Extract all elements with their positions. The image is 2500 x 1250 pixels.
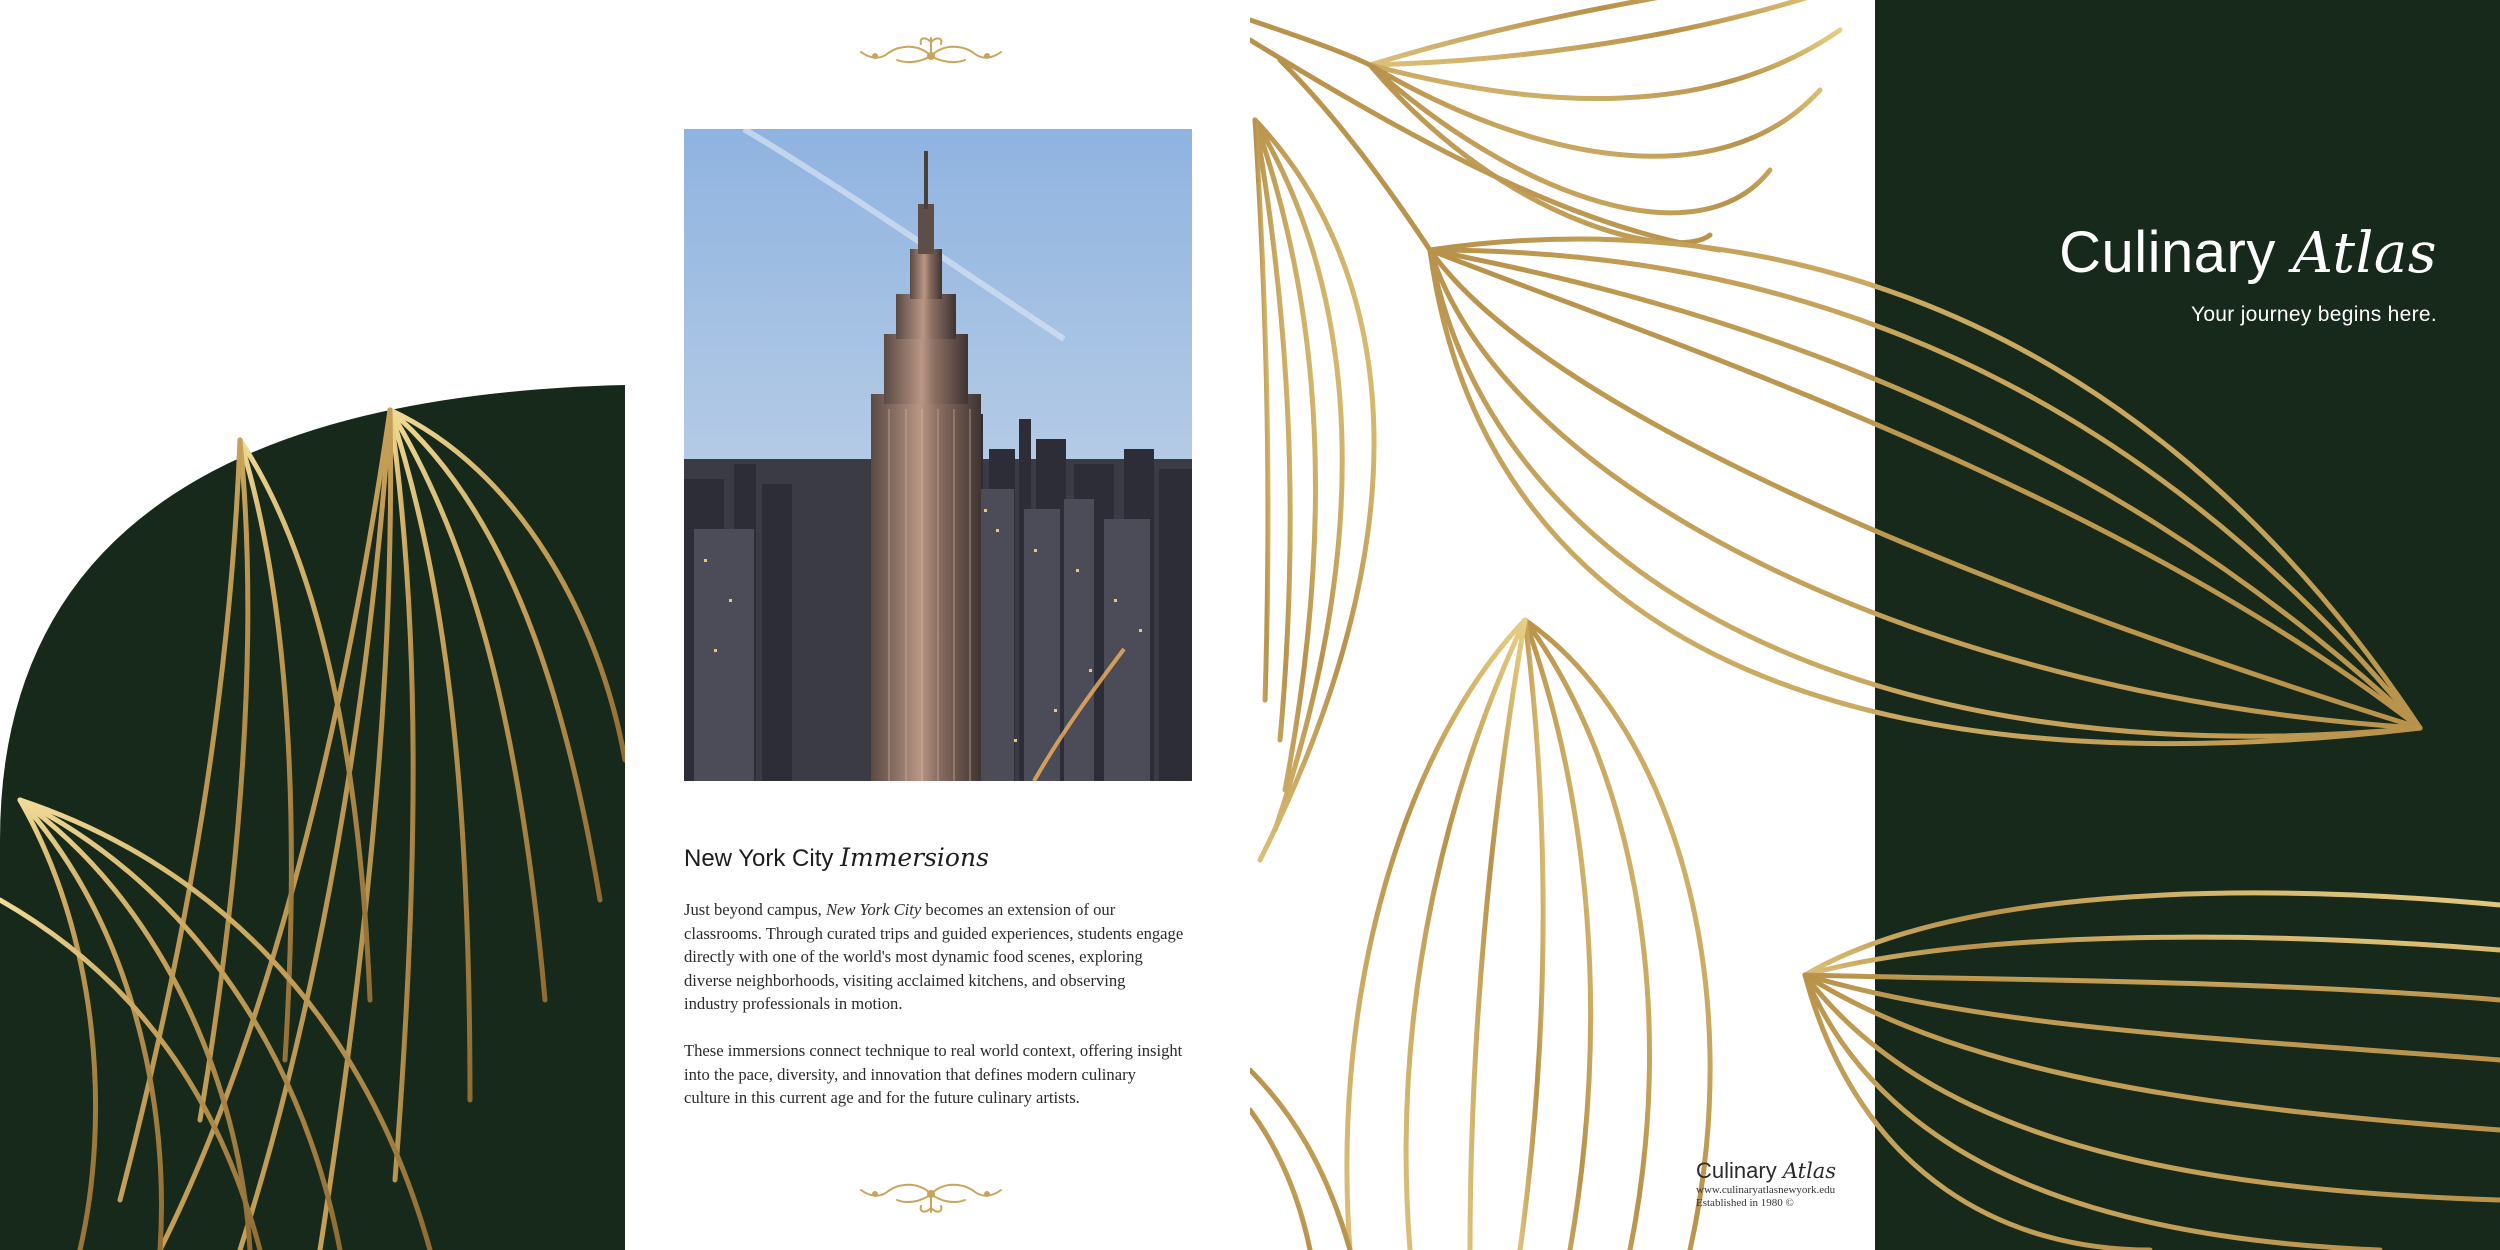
leaf-pattern-right: [1250, 0, 2500, 1250]
empire-state-image: [684, 129, 1192, 781]
intro-text-rest: becomes an extension of our classrooms. Through curated trips and guided experiences, students engage directly with one of the world's most dynamic food scenes, exploring diverse neighborhoods, visiting acclaimed kitchens, and observing industry professionals in motion.: [684, 900, 1184, 1013]
cover-brand: [2059, 218, 2437, 327]
cover-brand-plain: Culinary: [2059, 220, 2276, 285]
left-panel: [0, 0, 625, 1250]
leaf-pattern-left: [0, 0, 625, 1250]
intro-text-italic: New York City: [825, 900, 922, 919]
back-brand-logo: [1696, 1158, 1836, 1184]
section-title-plain: New York City: [684, 845, 834, 872]
back-panel-brand: [1696, 1158, 1836, 1210]
empire-state-photo: [684, 129, 1192, 781]
middle-panel: [625, 0, 1250, 1250]
back-brand-script: Atlas: [1782, 1159, 1837, 1183]
second-paragraph: These immersions connect technique to real world context, offering insight into the pace, diversity, and innovation that defines modern culinary culture in this current age and for the future culinary artists.: [684, 1041, 1183, 1107]
established-line: Established in 1980 ©: [1696, 1197, 1794, 1209]
cover-brand-script: Atlas: [2292, 221, 2437, 286]
cover-brand-logo: [2059, 218, 2437, 289]
section-title-script: Immersions: [840, 843, 989, 872]
flourish-ornament-icon: [857, 32, 1005, 72]
cover-tagline: Your journey begins here.: [2190, 303, 2437, 326]
intro-text-start: Just beyond campus,: [684, 900, 826, 919]
intro-paragraph: [684, 898, 1184, 1016]
back-brand-plain: Culinary: [1696, 1158, 1777, 1183]
website-url: www.culinaryatlasnewyork.edu: [1696, 1184, 1836, 1196]
flourish-ornament-bottom-icon: [857, 1176, 1005, 1216]
section-title: [684, 843, 989, 873]
right-spread: [1250, 0, 2500, 1250]
